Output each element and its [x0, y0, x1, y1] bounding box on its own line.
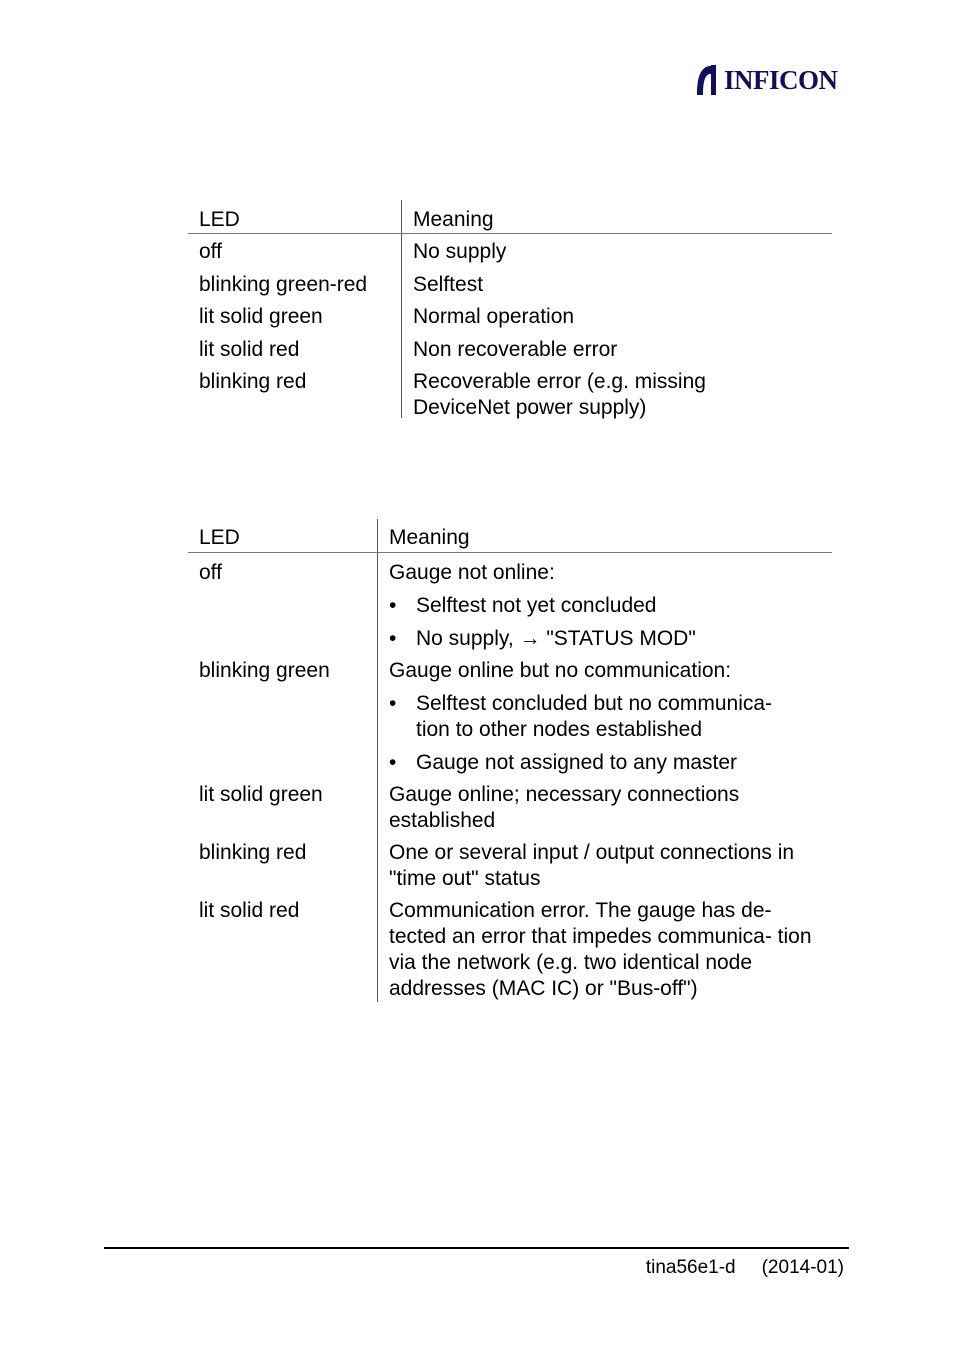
led-state: lit solid green — [199, 305, 323, 328]
led-meaning: Selftest — [401, 267, 832, 300]
led-meaning: Normal operation — [401, 299, 832, 332]
table-header-row — [188, 200, 832, 234]
table-row — [188, 658, 832, 782]
bullet-icon: • — [389, 751, 397, 774]
bullet-icon: • — [389, 594, 397, 617]
list-item — [389, 691, 832, 743]
led-meaning: One or several input / output connections in "time out" status — [377, 840, 832, 898]
footer-rule — [104, 1247, 849, 1249]
led-meaning: Non recoverable error — [401, 332, 832, 365]
led-meaning: Gauge not online: — [389, 561, 555, 584]
network-status-table — [188, 519, 832, 1002]
column-header-meaning: Meaning — [401, 200, 832, 233]
module-status-table — [188, 200, 832, 418]
bullet-text: Selftest not yet concluded — [416, 594, 657, 617]
table-row — [188, 553, 832, 658]
inficon-logo — [694, 63, 838, 97]
led-state: lit solid green — [199, 783, 323, 806]
led-meaning: Communication error. The gauge has de- tected an error that impedes communica- tion via the network (e.g. two identical node addresses (MAC IC) or "Bus-off") — [377, 898, 832, 1002]
led-state: blinking green — [199, 659, 330, 682]
bullet-text: Selftest concluded but no communica- tion to other nodes established — [416, 692, 773, 741]
table-row — [188, 299, 832, 332]
table-row — [188, 898, 832, 1002]
led-meaning-cell — [377, 553, 832, 658]
bullet-icon: • — [389, 627, 397, 650]
table-row — [188, 364, 832, 418]
led-meaning: Recoverable error (e.g. missing DeviceNet power supply) — [401, 364, 832, 418]
bullet-text: No supply, → "STATUS MOD" — [416, 627, 696, 650]
list-item — [389, 750, 832, 776]
page-footer — [646, 1256, 844, 1280]
bullet-icon: • — [389, 692, 397, 715]
table-row — [188, 267, 832, 300]
column-header-led: LED — [199, 526, 240, 549]
document-id: tina56e1-d — [645, 1257, 736, 1278]
led-state: off — [199, 240, 222, 263]
bullet-text: Gauge not assigned to any master — [416, 751, 738, 774]
list-item — [389, 626, 832, 652]
led-state: blinking green-red — [199, 272, 368, 296]
column-header-meaning: Meaning — [377, 519, 832, 552]
column-header-led: LED — [199, 208, 240, 231]
table-row — [188, 840, 832, 898]
led-state: lit solid red — [199, 337, 300, 361]
inficon-logo-mark — [694, 63, 720, 97]
led-state: lit solid red — [199, 899, 300, 922]
led-state: off — [199, 561, 222, 584]
table-row — [188, 782, 832, 840]
table-header-row — [188, 519, 832, 553]
logo-text: INFICON — [724, 65, 838, 95]
led-meaning: No supply — [401, 234, 832, 267]
document-date: (2014-01) — [761, 1257, 844, 1278]
led-state: blinking red — [199, 841, 307, 864]
list-item — [389, 593, 832, 619]
led-meaning: Gauge online but no communication: — [389, 659, 732, 682]
led-meaning: Gauge online; necessary connections established — [377, 782, 832, 840]
table-row — [188, 234, 832, 267]
table-row — [188, 332, 832, 365]
led-state: blinking red — [199, 370, 307, 393]
led-meaning-cell — [377, 658, 832, 782]
